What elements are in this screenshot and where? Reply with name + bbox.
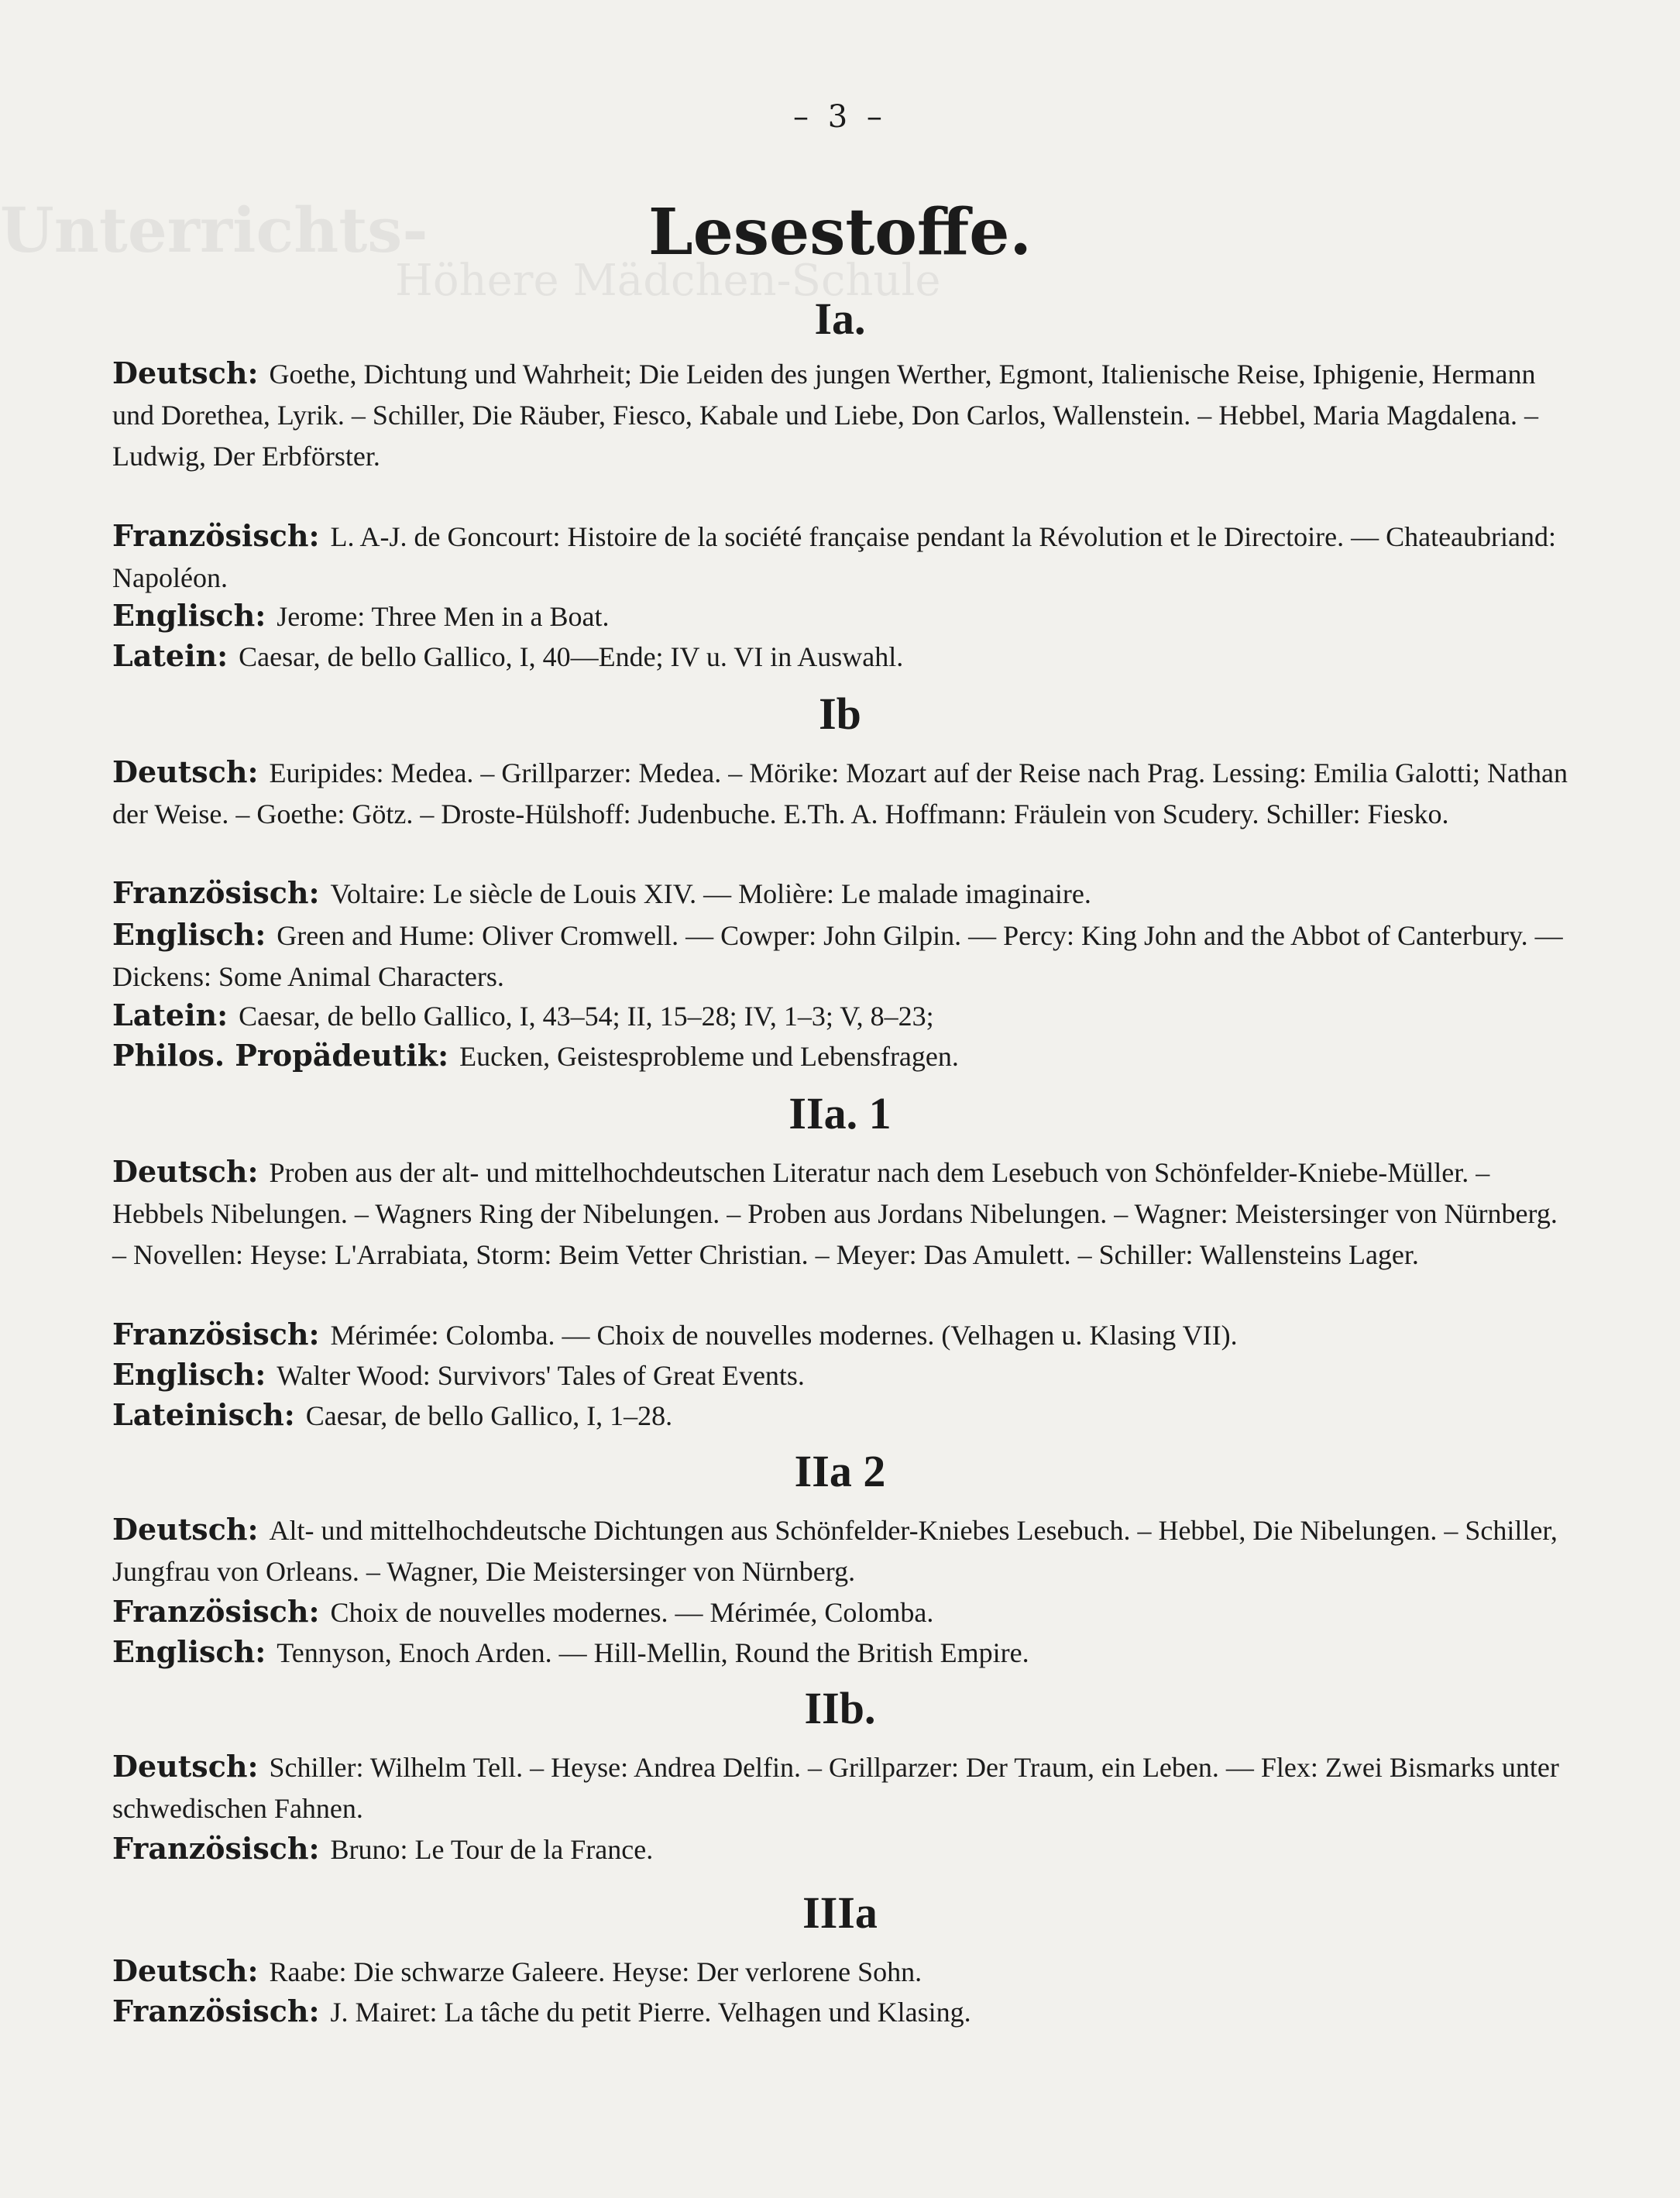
reading-entry: [112, 1035, 1568, 1077]
subject-label: Englisch:: [112, 917, 266, 952]
section-heading: Ia.: [814, 294, 866, 344]
subject-label: Französisch:: [112, 1994, 320, 2028]
reading-text: Schiller: Wilhelm Tell. – Heyse: Andrea Delfin. – Grillparzer: Der Traum, ein Leben. — Flex: Zwei Bismarks unter schwedischen Fahnen.: [112, 1752, 1559, 1824]
reading-entry: [112, 352, 1568, 477]
subject-label: Französisch:: [112, 1594, 320, 1629]
section-heading: IIIa: [802, 1887, 878, 1938]
subject-label: Französisch:: [112, 1317, 320, 1351]
reading-text: Euripides: Medea. – Grillparzer: Medea. – Mörike: Mozart auf der Reise nach Prag. Lessing: Emilia Galotti; Nathan der Weise. – Goethe: Götz. – Droste-Hülshoff: Judenbuche. E.Th. A. Hoffmann: Fräulein von Scudery. Schiller: Fiesko.: [112, 757, 1568, 829]
section-heading: IIa 2: [794, 1446, 886, 1496]
page-title: Lesestoffe.: [648, 195, 1032, 270]
reading-entry: [112, 1591, 1568, 1633]
subject-label: Latein:: [112, 638, 228, 673]
reading-text: Alt- und mittelhochdeutsche Dichtungen aus Schönfelder-Kniebes Lesebuch. – Hebbel, Die Nibelungen. – Schiller, Jungfrau von Orleans. – Wagner, Die Meistersinger von Nürnberg.: [112, 1515, 1558, 1587]
subject-label: Französisch:: [112, 875, 320, 910]
subject-label: Englisch:: [112, 1357, 266, 1392]
reading-text: Walter Wood: Survivors' Tales of Great Events.: [277, 1360, 805, 1391]
reading-text: L. A-J. de Goncourt: Histoire de la société française pendant la Révolution et le Directoire. — Chateaubriand: Napoléon.: [112, 521, 1557, 593]
reading-entry: [112, 595, 1568, 637]
reading-entry: [112, 515, 1568, 599]
section-heading: IIa. 1: [788, 1088, 892, 1138]
subject-label: Deutsch:: [112, 1512, 259, 1547]
reading-text: J. Mairet: La tâche du petit Pierre. Velhagen und Klasing.: [330, 1997, 971, 2028]
subject-label: Deutsch:: [112, 355, 259, 390]
reading-entry: [112, 994, 1568, 1037]
bleed-through-text: Höhere Mädchen-Schule: [395, 256, 941, 306]
reading-entry: [112, 751, 1568, 835]
reading-entry: [112, 1151, 1568, 1276]
reading-text: Jerome: Three Men in a Boat.: [277, 601, 610, 632]
reading-entry: [112, 1950, 1568, 1993]
reading-entry: [112, 1828, 1568, 1870]
reading-text: Mérimée: Colomba. — Choix de nouvelles modernes. (Velhagen u. Klasing VII).: [330, 1320, 1238, 1351]
subject-label: Deutsch:: [112, 1953, 259, 1988]
subject-label: Latein:: [112, 998, 228, 1032]
reading-text: Voltaire: Le siècle de Louis XIV. — Molière: Le malade imaginaire.: [330, 878, 1091, 909]
reading-entry: [112, 635, 1568, 678]
subject-label: Englisch:: [112, 598, 266, 633]
reading-text: Proben aus der alt- und mittelhochdeutschen Literatur nach dem Lesebuch von Schönfelder-Kniebe-Müller. – Hebbels Nibelungen. – Wagners Ring der Nibelungen. – Proben aus Jordans Nibelungen. – Wagner: Meistersinger von Nürnberg. – Novellen: Heyse: L'Arrabiata, Storm: Beim Vetter Christian. – Meyer: Das Amulett. – Schiller: Wallensteins Lager.: [112, 1157, 1558, 1270]
reading-text: Caesar, de bello Gallico, I, 43–54; II, 15–28; IV, 1–3; V, 8–23;: [239, 1001, 934, 1032]
subject-label: Deutsch:: [112, 1154, 259, 1189]
section-heading: IIb.: [804, 1683, 876, 1733]
reading-text: Caesar, de bello Gallico, I, 40—Ende; IV u. VI in Auswahl.: [239, 641, 904, 672]
reading-entry: [112, 914, 1568, 998]
reading-text: Raabe: Die schwarze Galeere. Heyse: Der verlorene Sohn.: [269, 1956, 922, 1987]
section-heading: Ib: [819, 689, 861, 739]
reading-entry: [112, 1314, 1568, 1356]
reading-entry: [112, 1746, 1568, 1829]
subject-label: Französisch:: [112, 1831, 320, 1866]
reading-text: Goethe, Dichtung und Wahrheit; Die Leiden des jungen Werther, Egmont, Italienische Reise, Iphigenie, Hermann und Dorethea, Lyrik. – Schiller, Die Räuber, Fiesco, Kabale und Liebe, Don Carlos, Wallenstein. – Hebbel, Maria Magdalena. – Ludwig, Der Erbförster.: [112, 359, 1539, 472]
reading-entry: [112, 1509, 1568, 1592]
subject-label: Lateinisch:: [112, 1397, 295, 1432]
subject-label: Französisch:: [112, 518, 320, 553]
reading-text: Tennyson, Enoch Arden. — Hill-Mellin, Round the British Empire.: [277, 1637, 1029, 1668]
reading-text: Choix de nouvelles modernes. — Mérimée, Colomba.: [330, 1597, 934, 1628]
reading-text: Green and Hume: Oliver Cromwell. — Cowper: John Gilpin. — Percy: King John and the Abbot of Canterbury. — Dickens: Some Animal Characters.: [112, 920, 1563, 992]
subject-label: Deutsch:: [112, 1749, 259, 1784]
page-number: – 3 –: [793, 99, 887, 135]
reading-entry: [112, 1990, 1568, 2033]
reading-text: Caesar, de bello Gallico, I, 1–28.: [305, 1400, 673, 1431]
reading-entry: [112, 872, 1568, 915]
reading-entry: [112, 1394, 1568, 1437]
bleed-through-text: Unterrichts-: [0, 194, 428, 266]
reading-entry: [112, 1354, 1568, 1396]
reading-entry: [112, 1631, 1568, 1674]
reading-text: Bruno: Le Tour de la France.: [330, 1834, 654, 1865]
subject-label: Deutsch:: [112, 754, 259, 789]
reading-text: Eucken, Geistesprobleme und Lebensfragen.: [459, 1041, 959, 1072]
subject-label: Englisch:: [112, 1634, 266, 1669]
subject-label: Philos. Propädeutik:: [112, 1038, 449, 1073]
